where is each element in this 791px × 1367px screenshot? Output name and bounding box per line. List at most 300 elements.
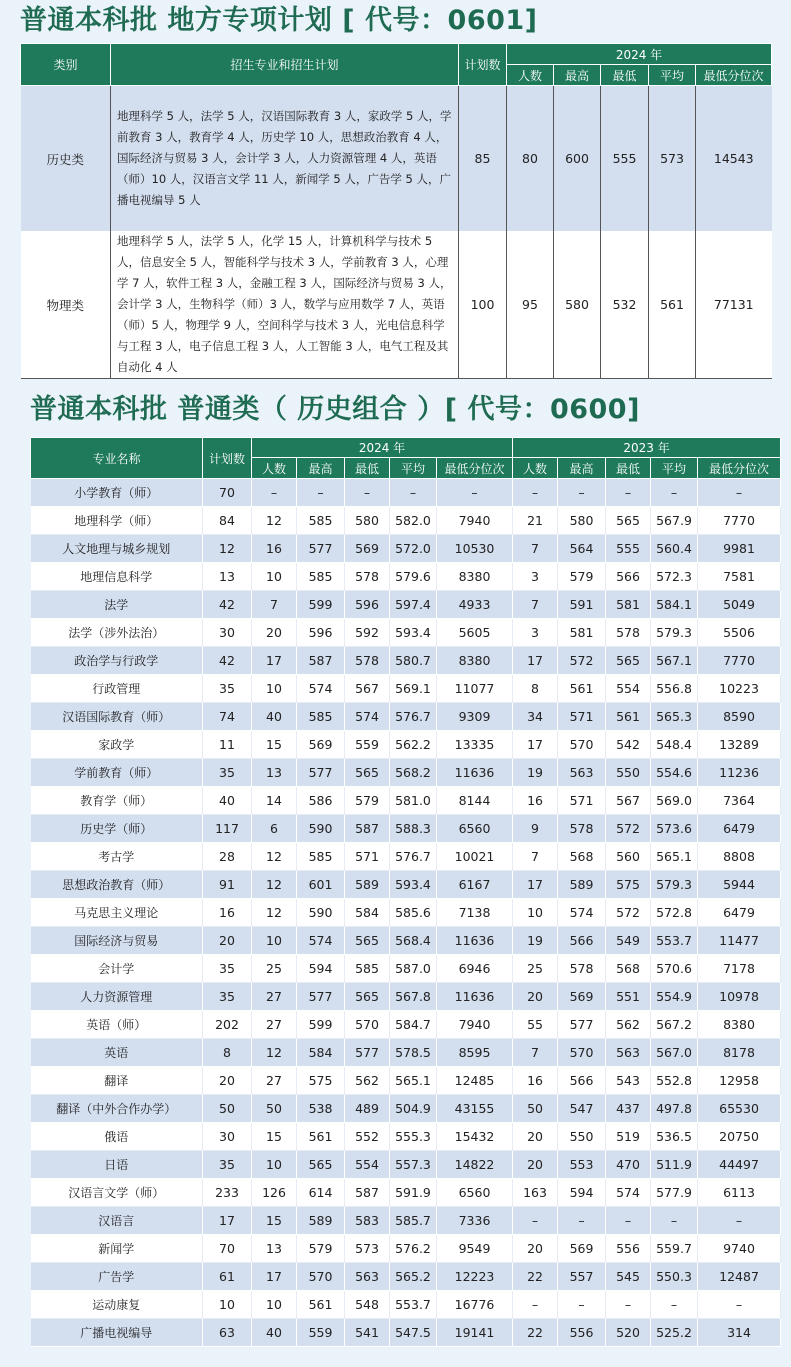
major-name-cell: 日语 [31, 1151, 203, 1179]
avg-2023-cell: 565.3 [651, 703, 698, 731]
plan-cell: 40 [203, 787, 252, 815]
count-2023-cell: – [513, 479, 558, 507]
avg-2023-cell: 569.0 [651, 787, 698, 815]
header-year-2024: 2024 年 [252, 438, 513, 458]
min-rank-2023-cell: 11477 [698, 927, 781, 955]
min-rank-2023-cell: 8808 [698, 843, 781, 871]
min-2023-cell: 556 [606, 1235, 651, 1263]
max-2023-cell: 570 [558, 731, 606, 759]
table-row [31, 1207, 781, 1235]
avg-2024-cell: 593.4 [390, 871, 437, 899]
plan-cell: 70 [203, 1235, 252, 1263]
avg-2023-cell: 511.9 [651, 1151, 698, 1179]
min-rank-2024-cell: 11636 [437, 759, 513, 787]
min-rank-2023-cell: 12487 [698, 1263, 781, 1291]
table-row [31, 535, 781, 563]
min-rank-2024-cell: – [437, 479, 513, 507]
min-2024-cell: 565 [345, 927, 390, 955]
plan-cell: 20 [203, 1067, 252, 1095]
avg-2023-cell: 552.8 [651, 1067, 698, 1095]
max-2023-cell: 580 [558, 507, 606, 535]
min-rank-2024-cell: 43155 [437, 1095, 513, 1123]
avg-2023-cell: 525.2 [651, 1319, 698, 1347]
count-2024-cell: 20 [252, 619, 297, 647]
max-2024-cell: 561 [297, 1291, 345, 1319]
max-2024-cell: 577 [297, 535, 345, 563]
min-rank-2023-cell: 7770 [698, 507, 781, 535]
max-2023-cell: 577 [558, 1011, 606, 1039]
plan-cell: 85 [459, 86, 507, 232]
max-2024-cell: 590 [297, 899, 345, 927]
plan-cell: 28 [203, 843, 252, 871]
min-cell: 555 [601, 86, 649, 232]
major-name-cell: 广告学 [31, 1263, 203, 1291]
major-name-cell: 新闻学 [31, 1235, 203, 1263]
count-2023-cell: 20 [513, 1235, 558, 1263]
min-rank-2023-cell: 6479 [698, 899, 781, 927]
min-rank-2023-cell: 7178 [698, 955, 781, 983]
min-2023-cell: 568 [606, 955, 651, 983]
avg-2024-cell: 576.2 [390, 1235, 437, 1263]
max-2024-cell: 585 [297, 843, 345, 871]
max-2024-cell: 577 [297, 759, 345, 787]
min-2023-cell: 575 [606, 871, 651, 899]
avg-2024-cell: 576.7 [390, 703, 437, 731]
table-row [31, 955, 781, 983]
max-2023-cell: 572 [558, 647, 606, 675]
min-rank-2024-cell: 14822 [437, 1151, 513, 1179]
max-2023-cell: 594 [558, 1179, 606, 1207]
table-row [31, 619, 781, 647]
count-2024-cell: 10 [252, 927, 297, 955]
count-2023-cell: 25 [513, 955, 558, 983]
major-name-cell: 汉语国际教育（师） [31, 703, 203, 731]
count-2023-cell: 17 [513, 871, 558, 899]
max-2024-cell: 614 [297, 1179, 345, 1207]
table-row [31, 1067, 781, 1095]
header-max: 最高 [554, 65, 601, 86]
avg-2024-cell: 568.4 [390, 927, 437, 955]
min-2024-cell: 559 [345, 731, 390, 759]
table-row [31, 899, 781, 927]
major-name-cell: 翻译 [31, 1067, 203, 1095]
min-rank-2024-cell: 9309 [437, 703, 513, 731]
min-rank-2024-cell: 8380 [437, 647, 513, 675]
major-name-cell: 地理科学（师） [31, 507, 203, 535]
header-max-2024: 最高 [297, 458, 345, 479]
min-2023-cell: 578 [606, 619, 651, 647]
min-2023-cell: – [606, 1291, 651, 1319]
max-2024-cell: 559 [297, 1319, 345, 1347]
count-2023-cell: 16 [513, 1067, 558, 1095]
max-2024-cell: 590 [297, 815, 345, 843]
count-2023-cell: 34 [513, 703, 558, 731]
min-rank-2024-cell: 19141 [437, 1319, 513, 1347]
max-2023-cell: 578 [558, 815, 606, 843]
min-2024-cell: 578 [345, 563, 390, 591]
min-rank-2023-cell: 65530 [698, 1095, 781, 1123]
max-2023-cell: 563 [558, 759, 606, 787]
major-name-cell: 思想政治教育（师） [31, 871, 203, 899]
count-2024-cell: 7 [252, 591, 297, 619]
avg-2024-cell: 584.7 [390, 1011, 437, 1039]
max-2023-cell: 570 [558, 1039, 606, 1067]
plan-cell: 35 [203, 955, 252, 983]
min-rank-2024-cell: 11077 [437, 675, 513, 703]
max-2023-cell: – [558, 479, 606, 507]
min-2023-cell: 554 [606, 675, 651, 703]
max-2023-cell: 561 [558, 675, 606, 703]
min-2024-cell: 584 [345, 899, 390, 927]
min-2024-cell: 541 [345, 1319, 390, 1347]
avg-cell: 573 [649, 86, 696, 232]
header-avg-2024: 平均 [390, 458, 437, 479]
count-cell: 95 [507, 231, 554, 379]
major-name-cell: 俄语 [31, 1123, 203, 1151]
table-row [31, 1151, 781, 1179]
min-2023-cell: 470 [606, 1151, 651, 1179]
count-2024-cell: 13 [252, 1235, 297, 1263]
header-category: 类别 [21, 44, 111, 86]
table-row [31, 1291, 781, 1319]
plan-cell: 10 [203, 1291, 252, 1319]
min-2024-cell: 592 [345, 619, 390, 647]
header-year-2024: 2024 年 [507, 44, 772, 65]
min-2024-cell: 548 [345, 1291, 390, 1319]
min-2023-cell: 542 [606, 731, 651, 759]
count-2023-cell: 163 [513, 1179, 558, 1207]
min-2023-cell: 565 [606, 507, 651, 535]
major-name-cell: 考古学 [31, 843, 203, 871]
max-2024-cell: 587 [297, 647, 345, 675]
special-plan-table [20, 43, 772, 379]
table-row [31, 647, 781, 675]
count-2024-cell: 40 [252, 1319, 297, 1347]
min-2024-cell: 587 [345, 1179, 390, 1207]
avg-2024-cell: 578.5 [390, 1039, 437, 1067]
count-2024-cell: – [252, 479, 297, 507]
plan-cell: 35 [203, 759, 252, 787]
min-rank-2024-cell: 16776 [437, 1291, 513, 1319]
plan-cell: 11 [203, 731, 252, 759]
count-2024-cell: 13 [252, 759, 297, 787]
count-2023-cell: 50 [513, 1095, 558, 1123]
count-2023-cell: 9 [513, 815, 558, 843]
avg-2023-cell: 567.2 [651, 1011, 698, 1039]
plan-cell: 16 [203, 899, 252, 927]
max-2024-cell: 601 [297, 871, 345, 899]
header-count-2024: 人数 [252, 458, 297, 479]
avg-2024-cell: 585.7 [390, 1207, 437, 1235]
min-rank-2024-cell: 13335 [437, 731, 513, 759]
min-rank-2024-cell: 10530 [437, 535, 513, 563]
major-name-cell: 行政管理 [31, 675, 203, 703]
min-rank-2024-cell: 11636 [437, 983, 513, 1011]
min-rank-2023-cell: 13289 [698, 731, 781, 759]
avg-2023-cell: 554.9 [651, 983, 698, 1011]
count-2024-cell: 10 [252, 563, 297, 591]
plan-cell: 13 [203, 563, 252, 591]
header-plan: 计划数 [459, 44, 507, 86]
max-2024-cell: 570 [297, 1263, 345, 1291]
min-2023-cell: 551 [606, 983, 651, 1011]
min-rank-2023-cell: 5944 [698, 871, 781, 899]
major-name-cell: 翻译（中外合作办学） [31, 1095, 203, 1123]
count-2024-cell: 16 [252, 535, 297, 563]
avg-2023-cell: 579.3 [651, 871, 698, 899]
plan-cell: 20 [203, 927, 252, 955]
max-2023-cell: 569 [558, 983, 606, 1011]
table-row [31, 927, 781, 955]
min-2024-cell: 583 [345, 1207, 390, 1235]
min-rank-2024-cell: 6560 [437, 815, 513, 843]
min-2024-cell: 489 [345, 1095, 390, 1123]
table-row [31, 1263, 781, 1291]
min-rank-2023-cell: 20750 [698, 1123, 781, 1151]
avg-2023-cell: 573.6 [651, 815, 698, 843]
avg-2024-cell: 569.1 [390, 675, 437, 703]
plan-cell: 42 [203, 647, 252, 675]
header-name: 专业名称 [31, 438, 203, 479]
count-2023-cell: 55 [513, 1011, 558, 1039]
max-2023-cell: 550 [558, 1123, 606, 1151]
count-2024-cell: 12 [252, 507, 297, 535]
table-row-physics [21, 231, 772, 379]
max-2024-cell: 565 [297, 1151, 345, 1179]
count-2023-cell: 8 [513, 675, 558, 703]
avg-2024-cell: 547.5 [390, 1319, 437, 1347]
max-2024-cell: 574 [297, 927, 345, 955]
header-min-rank-2024: 最低分位次 [437, 458, 513, 479]
avg-2023-cell: – [651, 1291, 698, 1319]
avg-2024-cell: 567.8 [390, 983, 437, 1011]
avg-2024-cell: 588.3 [390, 815, 437, 843]
min-2024-cell: 552 [345, 1123, 390, 1151]
avg-2023-cell: 572.3 [651, 563, 698, 591]
min-rank-2023-cell: 6479 [698, 815, 781, 843]
max-2023-cell: – [558, 1207, 606, 1235]
min-2024-cell: 589 [345, 871, 390, 899]
max-cell: 600 [554, 86, 601, 232]
major-name-cell: 国际经济与贸易 [31, 927, 203, 955]
avg-2024-cell: 580.7 [390, 647, 437, 675]
max-cell: 580 [554, 231, 601, 379]
count-2024-cell: 50 [252, 1095, 297, 1123]
min-2024-cell: 567 [345, 675, 390, 703]
max-2024-cell: 599 [297, 1011, 345, 1039]
avg-2024-cell: 504.9 [390, 1095, 437, 1123]
avg-2024-cell: 581.0 [390, 787, 437, 815]
table-row [31, 731, 781, 759]
min-rank-2024-cell: 15432 [437, 1123, 513, 1151]
header-year-2023: 2023 年 [513, 438, 781, 458]
plan-cell: 74 [203, 703, 252, 731]
major-name-cell: 历史学（师） [31, 815, 203, 843]
max-2023-cell: 564 [558, 535, 606, 563]
avg-2023-cell: 577.9 [651, 1179, 698, 1207]
plan-cell: 35 [203, 1151, 252, 1179]
min-2023-cell: 520 [606, 1319, 651, 1347]
table-row [31, 675, 781, 703]
avg-2024-cell: 585.6 [390, 899, 437, 927]
min-rank-2023-cell: 11236 [698, 759, 781, 787]
section2-title: 普通本科批 普通类（ 历史组合 ）[ 代号：0600] [30, 394, 640, 425]
max-2023-cell: 591 [558, 591, 606, 619]
avg-2024-cell: 587.0 [390, 955, 437, 983]
max-2023-cell: 569 [558, 1235, 606, 1263]
majors-plan-cell: 地理科学 5 人，法学 5 人，汉语国际教育 3 人，家政学 5 人，学前教育 3 人，教育学 4 人，历史学 10 人，思想政治教育 4 人，国际经济与贸易 3 人，会计学 3 人，人力资源管理 4 人，英语（师）10 人，汉语言文学 11 人，新闻学 5 人，广告学 5 人，广播电视编导 5 人 [111, 86, 459, 232]
count-2024-cell: 27 [252, 1011, 297, 1039]
min-2024-cell: 580 [345, 507, 390, 535]
major-name-cell: 法学（涉外法治） [31, 619, 203, 647]
table-row [31, 759, 781, 787]
max-2023-cell: 574 [558, 899, 606, 927]
category-cell: 历史类 [21, 86, 111, 232]
min-rank-cell: 14543 [696, 86, 772, 232]
min-2024-cell: 554 [345, 1151, 390, 1179]
plan-cell: 202 [203, 1011, 252, 1039]
avg-2023-cell: 560.4 [651, 535, 698, 563]
count-2023-cell: – [513, 1291, 558, 1319]
avg-2023-cell: 497.8 [651, 1095, 698, 1123]
max-2024-cell: 561 [297, 1123, 345, 1151]
count-2024-cell: 25 [252, 955, 297, 983]
header-max-2023: 最高 [558, 458, 606, 479]
min-2023-cell: 543 [606, 1067, 651, 1095]
table-row [31, 703, 781, 731]
max-2023-cell: 547 [558, 1095, 606, 1123]
avg-2023-cell: 565.1 [651, 843, 698, 871]
count-2023-cell: 20 [513, 1151, 558, 1179]
header-count: 人数 [507, 65, 554, 86]
min-2024-cell: 574 [345, 703, 390, 731]
min-2024-cell: 563 [345, 1263, 390, 1291]
min-2023-cell: 562 [606, 1011, 651, 1039]
avg-2024-cell: – [390, 479, 437, 507]
count-2024-cell: 27 [252, 983, 297, 1011]
max-2024-cell: 585 [297, 507, 345, 535]
avg-2023-cell: – [651, 1207, 698, 1235]
min-rank-2023-cell: 314 [698, 1319, 781, 1347]
count-2023-cell: 20 [513, 983, 558, 1011]
major-name-cell: 英语（师） [31, 1011, 203, 1039]
min-2023-cell: 563 [606, 1039, 651, 1067]
max-2023-cell: 578 [558, 955, 606, 983]
plan-cell: 30 [203, 619, 252, 647]
avg-2023-cell: 548.4 [651, 731, 698, 759]
avg-2023-cell: 554.6 [651, 759, 698, 787]
table-row [31, 983, 781, 1011]
count-2024-cell: 17 [252, 1263, 297, 1291]
min-2024-cell: – [345, 479, 390, 507]
avg-2023-cell: 567.9 [651, 507, 698, 535]
min-2024-cell: 573 [345, 1235, 390, 1263]
count-2024-cell: 12 [252, 871, 297, 899]
min-rank-2023-cell: – [698, 479, 781, 507]
plan-cell: 30 [203, 1123, 252, 1151]
min-rank-2023-cell: 5506 [698, 619, 781, 647]
min-rank-2023-cell: 10223 [698, 675, 781, 703]
avg-2023-cell: 570.6 [651, 955, 698, 983]
min-rank-2024-cell: 6167 [437, 871, 513, 899]
min-rank-2024-cell: 12223 [437, 1263, 513, 1291]
min-2023-cell: 572 [606, 815, 651, 843]
avg-2023-cell: 550.3 [651, 1263, 698, 1291]
major-name-cell: 汉语言 [31, 1207, 203, 1235]
major-name-cell: 政治学与行政学 [31, 647, 203, 675]
plan-cell: 63 [203, 1319, 252, 1347]
count-2023-cell: 3 [513, 619, 558, 647]
count-2023-cell: 3 [513, 563, 558, 591]
max-2023-cell: 571 [558, 787, 606, 815]
min-2023-cell: 567 [606, 787, 651, 815]
count-2024-cell: 40 [252, 703, 297, 731]
table-row [31, 815, 781, 843]
avg-2024-cell: 562.2 [390, 731, 437, 759]
min-rank-2023-cell: 8590 [698, 703, 781, 731]
max-2024-cell: 575 [297, 1067, 345, 1095]
max-2023-cell: 589 [558, 871, 606, 899]
min-2024-cell: 565 [345, 759, 390, 787]
min-rank-2023-cell: – [698, 1207, 781, 1235]
count-2023-cell: 19 [513, 759, 558, 787]
min-2023-cell: – [606, 1207, 651, 1235]
avg-2024-cell: 591.9 [390, 1179, 437, 1207]
header-count-2023: 人数 [513, 458, 558, 479]
max-2023-cell: 568 [558, 843, 606, 871]
count-2023-cell: 17 [513, 647, 558, 675]
avg-2023-cell: 584.1 [651, 591, 698, 619]
major-name-cell: 小学教育（师） [31, 479, 203, 507]
count-2023-cell: 22 [513, 1319, 558, 1347]
min-rank-2024-cell: 6946 [437, 955, 513, 983]
major-name-cell: 家政学 [31, 731, 203, 759]
header-plan: 计划数 [203, 438, 252, 479]
plan-cell: 12 [203, 535, 252, 563]
min-rank-2024-cell: 12485 [437, 1067, 513, 1095]
min-rank-2023-cell: 7364 [698, 787, 781, 815]
min-rank-2023-cell: 9981 [698, 535, 781, 563]
count-2024-cell: 12 [252, 899, 297, 927]
min-2023-cell: 565 [606, 647, 651, 675]
plan-cell: 50 [203, 1095, 252, 1123]
min-2024-cell: 579 [345, 787, 390, 815]
min-rank-2024-cell: 11636 [437, 927, 513, 955]
plan-cell: 42 [203, 591, 252, 619]
count-2024-cell: 126 [252, 1179, 297, 1207]
max-2024-cell: 589 [297, 1207, 345, 1235]
min-rank-2023-cell: 7581 [698, 563, 781, 591]
count-2023-cell: 19 [513, 927, 558, 955]
table-row [31, 1039, 781, 1067]
plan-cell: 117 [203, 815, 252, 843]
min-rank-2024-cell: 9549 [437, 1235, 513, 1263]
max-2024-cell: 538 [297, 1095, 345, 1123]
avg-2023-cell: – [651, 479, 698, 507]
min-rank-2024-cell: 8144 [437, 787, 513, 815]
min-rank-2024-cell: 5605 [437, 619, 513, 647]
table-row [31, 1123, 781, 1151]
major-name-cell: 广播电视编导 [31, 1319, 203, 1347]
min-2023-cell: 566 [606, 563, 651, 591]
avg-2023-cell: 567.0 [651, 1039, 698, 1067]
min-rank-2024-cell: 8380 [437, 563, 513, 591]
max-2024-cell: 594 [297, 955, 345, 983]
max-2024-cell: 586 [297, 787, 345, 815]
history-admission-table [30, 437, 781, 1347]
min-rank-2024-cell: 7138 [437, 899, 513, 927]
plan-cell: 35 [203, 675, 252, 703]
